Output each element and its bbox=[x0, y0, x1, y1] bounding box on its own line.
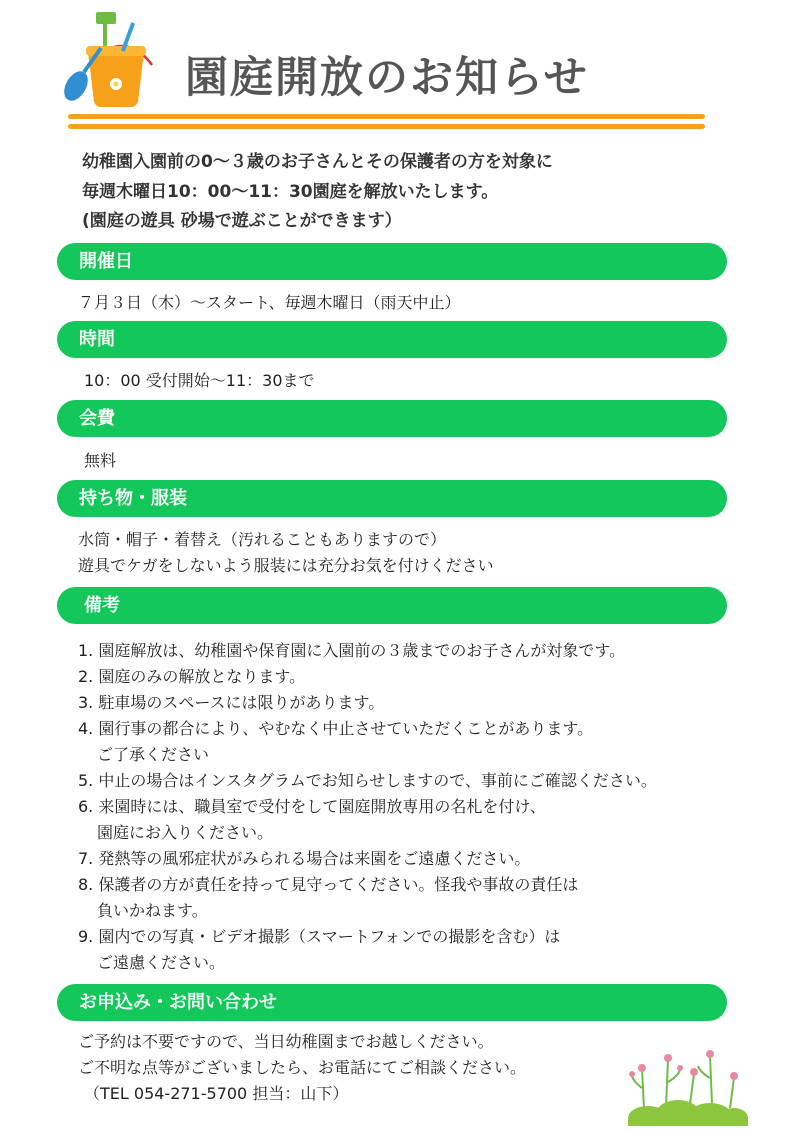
sand-bucket-icon bbox=[56, 10, 156, 110]
date-text: ７月３日（木）〜スタート、毎週木曜日（雨天中止） bbox=[78, 293, 461, 312]
section-heading: 備考 bbox=[84, 595, 120, 616]
items-text: 遊具でケガをしないよう服装には充分お気を付けください bbox=[78, 556, 494, 575]
section-header-notes bbox=[57, 587, 727, 624]
time-text: 10：00 受付開始〜11：30まで bbox=[84, 371, 315, 390]
section-header-fee bbox=[57, 400, 727, 437]
section-header-contact bbox=[57, 984, 727, 1021]
note-item: 4. 園行事の都合により、やむなく中止させていただくことがあります。 bbox=[78, 719, 594, 738]
note-item: 8. 保護者の方が責任を持って見守ってください。怪我や事故の責任は bbox=[78, 875, 579, 894]
intro-line: 幼稚園入園前の0〜３歳のお子さんとその保護者の方を対象に bbox=[82, 152, 553, 172]
section-header-date bbox=[57, 243, 727, 280]
title-rule-lower bbox=[68, 124, 705, 129]
page-title: 園庭開放のお知らせ bbox=[185, 53, 589, 103]
section-heading: 会費 bbox=[79, 408, 115, 429]
title-rule-upper bbox=[68, 114, 705, 119]
note-item: 7. 発熱等の風邪症状がみられる場合は来園をご遠慮ください。 bbox=[78, 849, 531, 868]
note-item-continued: ご了承ください bbox=[97, 745, 210, 764]
fee-text: 無料 bbox=[84, 451, 117, 470]
note-item: 6. 来園時には、職員室で受付をして園庭開放専用の名札を付け、 bbox=[78, 797, 546, 816]
contact-text: ご不明な点等がございましたら、お電話にてご相談ください。 bbox=[78, 1058, 527, 1077]
note-item: 1. 園庭解放は、幼稚園や保育園に入園前の３歳までのお子さんが対象です。 bbox=[78, 641, 626, 660]
note-item-continued: 園庭にお入りください。 bbox=[97, 823, 274, 842]
items-text: 水筒・帽子・着替え（汚れることもありますので） bbox=[78, 530, 447, 549]
intro-line: 毎週木曜日10：00〜11：30園庭を解放いたします。 bbox=[82, 182, 499, 202]
contact-phone: （TEL 054-271-5700 担当：山下） bbox=[84, 1084, 349, 1103]
section-heading: お申込み・お問い合わせ bbox=[79, 992, 277, 1013]
section-heading: 時間 bbox=[79, 329, 115, 350]
note-item: 2. 園庭のみの解放となります。 bbox=[78, 667, 306, 686]
section-heading: 持ち物・服装 bbox=[79, 488, 187, 509]
section-heading: 開催日 bbox=[79, 251, 133, 272]
note-item: 9. 園内での写真・ビデオ撮影（スマートフォンでの撮影を含む）は bbox=[78, 927, 561, 946]
intro-line: (園庭の遊具 砂場で遊ぶことができます） bbox=[82, 211, 402, 231]
flowers-grass-icon bbox=[628, 1048, 748, 1126]
note-item-continued: ご遠慮ください。 bbox=[97, 953, 226, 972]
note-item: 5. 中止の場合はインスタグラムでお知らせしますので、事前にご確認ください。 bbox=[78, 771, 657, 790]
note-item-continued: 負いかねます。 bbox=[97, 901, 208, 920]
note-item: 3. 駐車場のスペースには限りがあります。 bbox=[78, 693, 385, 712]
section-header-items bbox=[57, 480, 727, 517]
contact-text: ご予約は不要ですので、当日幼稚園までお越しください。 bbox=[78, 1032, 494, 1051]
section-header-time bbox=[57, 321, 727, 358]
